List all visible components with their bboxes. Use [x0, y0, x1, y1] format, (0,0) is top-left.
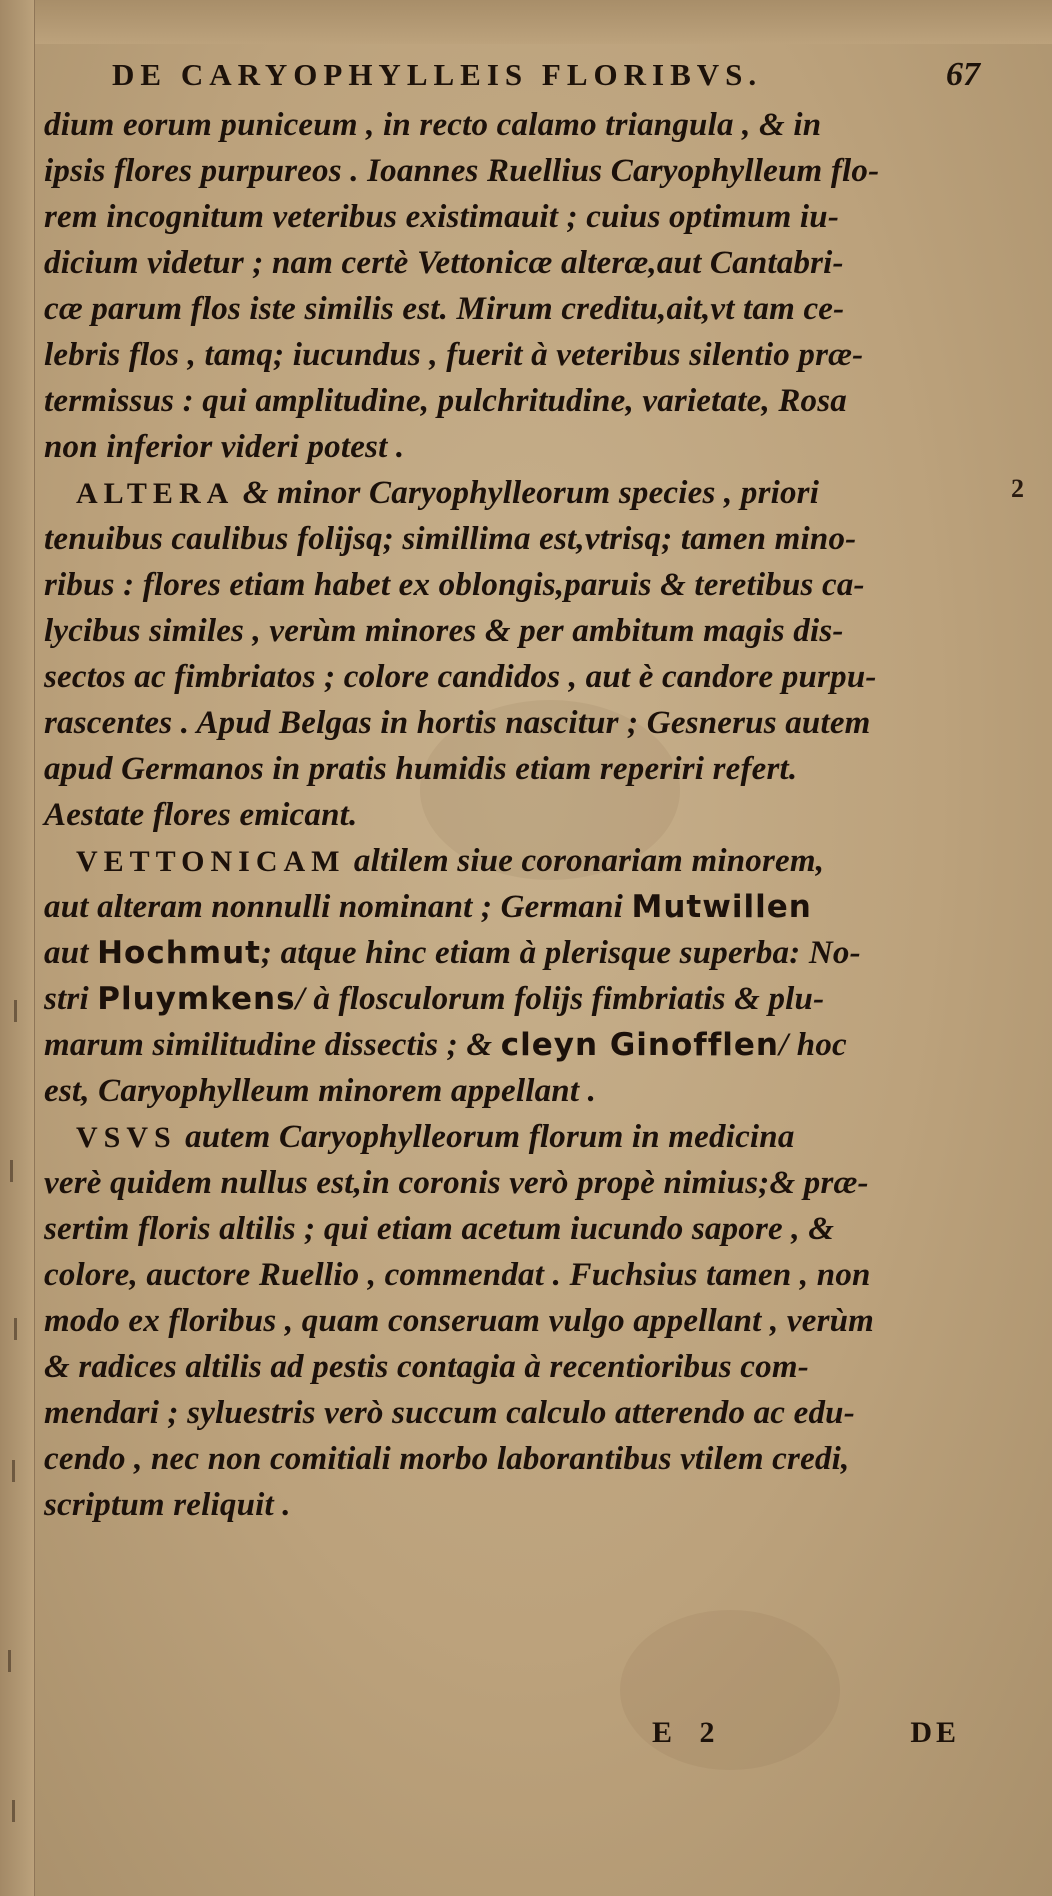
- paragraph-start-line: [76, 1114, 795, 1160]
- line-part: ; atque hinc etiam à plerisque superba: No-: [260, 935, 861, 971]
- catchword: DE: [910, 1716, 960, 1749]
- text-line: cendo , nec non comitiali morbo laborantibus vtilem credi,: [44, 1441, 850, 1477]
- text-line: non inferior videri potest .: [44, 429, 405, 465]
- text-line: modo ex floribus , quam conseruam vulgo appellant , verùm: [44, 1303, 875, 1339]
- text-line: verè quidem nullus est,in coronis verò propè nimius;& præ-: [44, 1165, 869, 1201]
- signature-mark: E 2: [652, 1716, 725, 1749]
- small-caps-word: ALTERA: [76, 477, 235, 510]
- blackletter-word: cleyn Ginofflen: [500, 1027, 779, 1063]
- paragraph-start-line: [76, 470, 819, 516]
- text-line: & radices altilis ad pestis contagia à recentioribus com-: [44, 1349, 809, 1385]
- line-part: aut: [44, 935, 98, 971]
- page-number: 67: [946, 56, 980, 93]
- small-caps-word: VETTONICAM: [76, 845, 346, 878]
- text-line: tenuibus caulibus folijsq; simillima est,vtrisq; tamen mino-: [44, 521, 857, 557]
- text-line: termissus : qui amplitudine, pulchritudine, varietate, Rosa: [44, 383, 847, 419]
- gutter-mark: [10, 1160, 13, 1182]
- line-part: aut alteram nonnulli nominant ; Germani: [44, 889, 632, 925]
- gutter-mark: [12, 1460, 15, 1482]
- text-line: scriptum reliquit .: [44, 1487, 291, 1523]
- text-line: [44, 976, 824, 1022]
- text-line: rem incognitum veteribus existimauit ; cuius optimum iu-: [44, 199, 840, 235]
- page-footer: [640, 1716, 1000, 1760]
- line-part: / à flosculorum folijs fimbriatis & plu-: [295, 981, 825, 1017]
- text-line: ribus : flores etiam habet ex oblongis,paruis & teretibus ca-: [44, 567, 865, 603]
- text-line: lycibus similes , verùm minores & per ambitum magis dis-: [44, 613, 844, 649]
- text-line: [44, 930, 861, 976]
- gutter-mark: [14, 1000, 17, 1022]
- text-line: sectos ac fimbriatos ; colore candidos , aut è candore purpu-: [44, 659, 877, 695]
- text-line: sertim floris altilis ; qui etiam acetum iucundo sapore , &: [44, 1211, 835, 1247]
- text-line: apud Germanos in pratis humidis etiam reperiri refert.: [44, 751, 798, 787]
- line-rest: & minor Caryophylleorum species , priori: [234, 475, 820, 511]
- blackletter-word: Mutwillen: [631, 889, 812, 925]
- line-rest: autem Caryophylleorum florum in medicina: [176, 1119, 795, 1155]
- text-line: rascentes . Apud Belgas in hortis nascitur ; Gesnerus autem: [44, 705, 871, 741]
- marginal-note: 2: [1011, 474, 1024, 503]
- gutter-mark: [8, 1650, 11, 1672]
- line-part: marum similitudine dissectis ; &: [44, 1027, 501, 1063]
- text-line: dicium videtur ; nam certè Vettonicæ alteræ,aut Cantabri-: [44, 245, 844, 281]
- line-part: stri: [44, 981, 98, 1017]
- line-part: / hoc: [778, 1027, 847, 1063]
- text-line: ipsis flores purpureos . Ioannes Ruellius Caryophylleum flo-: [44, 153, 880, 189]
- blackletter-word: Pluymkens: [97, 981, 296, 1017]
- text-line: [44, 884, 812, 930]
- text-line: dium eorum puniceum , in recto calamo triangula , & in: [44, 107, 822, 143]
- running-head-title: DE CARYOPHYLLEIS FLORIBVS.: [112, 57, 763, 92]
- text-line: est, Caryophylleum minorem appellant .: [44, 1073, 597, 1109]
- text-line: colore, auctore Ruellio , commendat . Fuchsius tamen , non: [44, 1257, 871, 1293]
- text-line: cæ parum flos iste similis est. Mirum creditu,ait,vt tam ce-: [44, 291, 845, 327]
- page-top-edge: [0, 0, 1052, 44]
- small-caps-word: VSVS: [76, 1121, 177, 1154]
- text-line: [44, 1022, 847, 1068]
- gutter-mark: [12, 1800, 15, 1822]
- page-left-edge: [0, 0, 35, 1896]
- text-line: lebris flos , tamq; iucundus , fuerit à veteribus silentio præ-: [44, 337, 864, 373]
- paragraph-start-line: [76, 838, 824, 884]
- blackletter-word: Hochmut: [97, 935, 261, 971]
- gutter-mark: [14, 1318, 17, 1340]
- line-rest: altilem siue coronariam minorem,: [345, 843, 825, 879]
- text-line: Aestate flores emicant.: [44, 797, 358, 833]
- text-line: mendari ; syluestris verò succum calculo atterendo ac edu-: [44, 1395, 855, 1431]
- running-header: [112, 56, 992, 100]
